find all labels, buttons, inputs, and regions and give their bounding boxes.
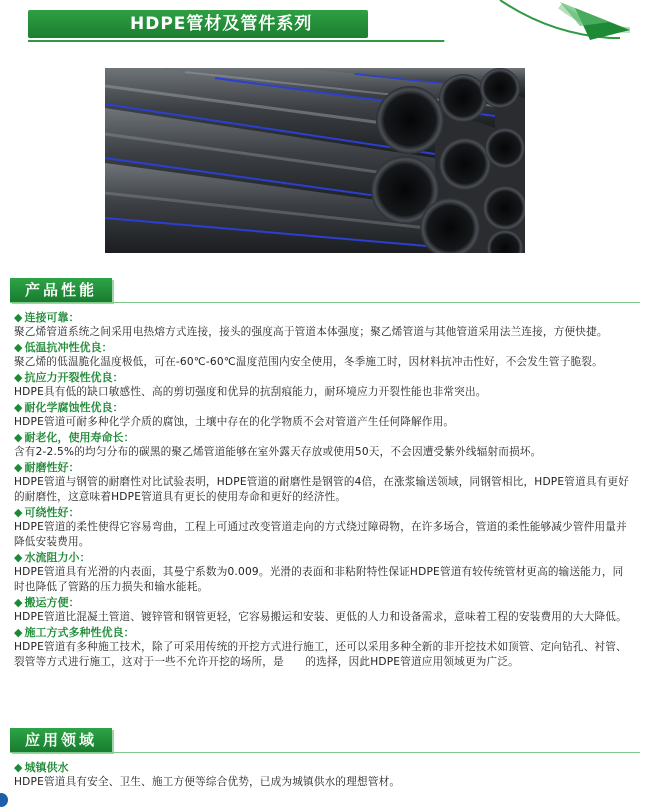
section-heading-applications (10, 728, 112, 752)
item-text: HDPE管道具有光滑的内表面，其曼宁系数为0.009。光滑的表面和非粘附特性保证HDPE管道有较传统管材更高的输送能力，同时也降低了管路的压力损失和输水能耗。 (14, 566, 624, 593)
application-list (14, 760, 632, 790)
item-text: HDPE管道具有安全、卫生、施工方便等综合优势，已成为城镇供水的理想管材。 (14, 776, 401, 788)
item-title: 施工方式多种性优良： (24, 626, 135, 639)
item-text: 聚乙烯管道系统之间采用电热熔方式连接，接头的强度高于管道本体强度；聚乙烯管道与其他管道采用法兰连接，方便快捷。 (14, 326, 608, 338)
item-text: 含有2-2.5%的均匀分布的碳黑的聚乙烯管道能够在室外露天存放或使用50天，不会因遭受紫外线辐射而损坏。 (14, 446, 542, 458)
page-title: HDPE管材及管件系列 (130, 14, 313, 34)
section-rule (10, 302, 640, 303)
item-title: 连接可靠： (24, 311, 80, 324)
diamond-icon: ◆ (14, 761, 23, 774)
section-heading-performance (10, 278, 112, 302)
item-title: 低温抗冲性优良： (24, 341, 113, 354)
diamond-icon: ◆ (14, 626, 23, 639)
diamond-icon: ◆ (14, 551, 23, 564)
arrow-icon (440, 0, 650, 72)
feature-list (14, 310, 632, 670)
item-text: HDPE管道可耐多种化学介质的腐蚀，土壤中存在的化学物质不会对管道产生任何降解作用。 (14, 416, 455, 428)
item-title: 可绕性好： (24, 506, 80, 519)
section-title: 应用领域 (24, 731, 97, 749)
item-text: HDPE管道的柔性使得它容易弯曲，工程上可通过改变管道走向的方式绕过障碍物，在许多场合，管道的柔性能够减少管件用量并降低安装费用。 (14, 521, 627, 548)
list-item (14, 340, 632, 370)
item-title: 城镇供水 (24, 761, 69, 774)
list-item (14, 370, 632, 400)
diamond-icon: ◆ (14, 461, 23, 474)
item-text: HDPE管道有多种施工技术，除了可采用传统的开挖方式进行施工，还可以采用多种全新的非开挖技术如顶管、定向钻孔、衬管、裂管等方式进行施工，这对于一些不允许开挖的场所，是 的选择，因此HDPE管道应用领域更为广泛。 (14, 641, 627, 668)
page-header (0, 0, 650, 72)
list-item (14, 430, 632, 460)
list-item (14, 310, 632, 340)
list-item (14, 595, 632, 625)
item-title: 耐化学腐蚀性优良： (24, 401, 124, 414)
list-item (14, 625, 632, 670)
list-item (14, 550, 632, 595)
list-item (14, 505, 632, 550)
list-item (14, 760, 632, 790)
item-title: 耐磨性好： (24, 461, 80, 474)
section-title: 产品性能 (24, 281, 97, 299)
diamond-icon: ◆ (14, 431, 23, 444)
item-text: 聚乙烯的低温脆化温度极低，可在-60℃-60℃温度范围内安全使用，冬季施工时，因材料抗冲击性好，不会发生管子脆裂。 (14, 356, 603, 368)
section-rule (10, 752, 640, 753)
list-item (14, 400, 632, 430)
diamond-icon: ◆ (14, 596, 23, 609)
header-rule (28, 40, 448, 42)
diamond-icon: ◆ (14, 506, 23, 519)
item-title: 搬运方便： (24, 596, 80, 609)
item-text: HDPE管道比混凝土管道、镀锌管和钢管更轻，它容易搬运和安装、更低的人力和设备需求，意味着工程的安装费用的大大降低。 (14, 611, 627, 623)
item-title: 抗应力开裂性优良： (24, 371, 124, 384)
pipes-photo (105, 68, 525, 253)
item-text: HDPE具有低的缺口敏感性、高的剪切强度和优异的抗刮痕能力，耐环境应力开裂性能也非常突出。 (14, 386, 487, 398)
diamond-icon: ◆ (14, 371, 23, 384)
item-title: 耐老化，使用寿命长： (24, 431, 135, 444)
item-title: 水流阻力小： (24, 551, 91, 564)
item-text: HDPE管道与钢管的耐磨性对比试验表明，HDPE管道的耐磨性是钢管的4倍，在涨浆输送领域，同钢管相比，HDPE管道具有更好的耐磨性，这意味着HDPE管道具有更长的使用寿命和更好的经济性。 (14, 476, 630, 503)
list-item (14, 460, 632, 505)
diamond-icon: ◆ (14, 401, 23, 414)
diamond-icon: ◆ (14, 341, 23, 354)
diamond-icon: ◆ (14, 311, 23, 324)
